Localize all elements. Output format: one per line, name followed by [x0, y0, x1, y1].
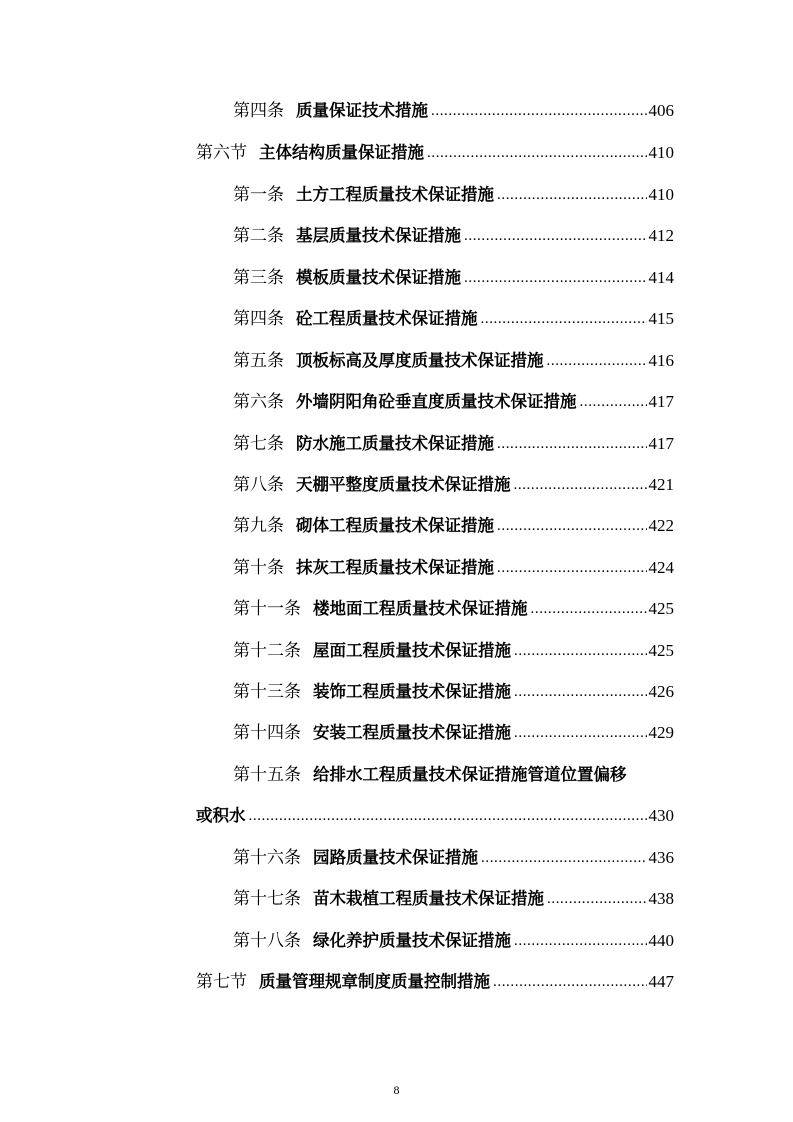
toc-entry-title: 给排水工程质量技术保证措施管道位置偏移 — [313, 765, 627, 784]
toc-entry[interactable] — [233, 507, 674, 537]
dot-leader — [514, 474, 647, 496]
toc-entry[interactable] — [233, 466, 674, 496]
toc-entry-number: 第九条 — [233, 516, 284, 536]
toc-entry-page: 440 — [648, 931, 674, 950]
toc-entry-number: 第八条 — [233, 475, 284, 495]
toc-entry-title: 防水施工质量技术保证措施 — [296, 434, 494, 453]
toc-entry[interactable] — [233, 217, 674, 247]
dot-leader — [464, 225, 647, 247]
toc-entry[interactable] — [233, 839, 674, 869]
toc-entry[interactable] — [233, 922, 674, 952]
toc-entry-title: 顶板标高及厚度质量技术保证措施 — [296, 351, 544, 370]
toc-entry-title: 土方工程质量技术保证措施 — [296, 185, 494, 204]
toc-entry-page: 447 — [648, 972, 674, 991]
toc-entry-number: 第五条 — [233, 351, 284, 371]
dot-leader — [493, 971, 647, 993]
toc-entry-title: 砼工程质量技术保证措施 — [296, 309, 478, 328]
toc-entry[interactable] — [233, 92, 674, 122]
toc-entry-number: 第十四条 — [233, 723, 301, 743]
dot-leader — [497, 184, 647, 206]
toc-entry-title: 基层质量技术保证措施 — [296, 226, 461, 245]
toc-entry-number: 第二条 — [233, 226, 284, 246]
toc-entry-number: 第六条 — [233, 392, 284, 412]
toc-entry-page: 414 — [648, 268, 674, 287]
dot-leader — [431, 100, 647, 122]
dot-leader — [580, 391, 647, 413]
toc-entry-number: 第十二条 — [233, 641, 301, 661]
toc-entry-page: 429 — [648, 723, 674, 742]
toc-entry-wrapped-first-line[interactable] — [233, 756, 627, 786]
toc-entry[interactable] — [233, 176, 674, 206]
toc-entry-number: 第十七条 — [233, 889, 301, 909]
toc-entry-page: 422 — [648, 516, 674, 535]
page-number: 8 — [393, 1083, 400, 1097]
toc-entry-title: 苗木栽植工程质量技术保证措施 — [313, 889, 544, 908]
toc-entry-page: 438 — [648, 889, 674, 908]
toc-entry-number: 第三条 — [233, 268, 284, 288]
toc-entry[interactable] — [233, 259, 674, 289]
toc-entry-title: 质量保证技术措施 — [296, 101, 428, 120]
dot-leader — [514, 681, 647, 703]
toc-entry-number: 第十六条 — [233, 848, 301, 868]
toc-entry-title-continuation: 或积水 — [196, 806, 246, 825]
dot-leader — [249, 805, 647, 827]
toc-entry-title: 抹灰工程质量技术保证措施 — [296, 558, 494, 577]
toc-entry-title: 主体结构质量保证措施 — [259, 143, 424, 162]
toc-entry-number: 第六节 — [196, 143, 247, 163]
toc-entry-title: 砌体工程质量技术保证措施 — [296, 516, 494, 535]
toc-entry-page: 421 — [648, 475, 674, 494]
toc-entry[interactable] — [233, 632, 674, 662]
toc-entry-page: 416 — [648, 351, 674, 370]
toc-entry-page: 436 — [648, 848, 674, 867]
toc-entry-number: 第四条 — [233, 101, 284, 121]
dot-leader — [514, 640, 647, 662]
dot-leader — [514, 722, 647, 744]
toc-section-entry[interactable] — [196, 963, 674, 993]
toc-entry-page: 406 — [648, 101, 674, 120]
dot-leader — [497, 515, 647, 537]
toc-entry-number: 第一条 — [233, 185, 284, 205]
toc-entry-page: 424 — [648, 558, 674, 577]
toc-entry-number: 第十五条 — [233, 765, 301, 785]
toc-entry-title: 屋面工程质量技术保证措施 — [313, 641, 511, 660]
toc-entry[interactable] — [233, 342, 674, 372]
toc-entry-title: 绿化养护质量技术保证措施 — [313, 931, 511, 950]
toc-entry-page: 425 — [648, 641, 674, 660]
toc-entry[interactable] — [233, 383, 674, 413]
toc-entry-number: 第七条 — [233, 434, 284, 454]
toc-entry[interactable] — [233, 549, 674, 579]
toc-entry-title: 装饰工程质量技术保证措施 — [313, 682, 511, 701]
toc-entry-number: 第十三条 — [233, 682, 301, 702]
toc-entry-page: 410 — [648, 143, 674, 162]
toc-entry-title: 天棚平整度质量技术保证措施 — [296, 475, 511, 494]
toc-entry-page: 430 — [648, 806, 674, 825]
dot-leader — [497, 557, 647, 579]
toc-entry-page: 410 — [648, 185, 674, 204]
toc-entry-page: 425 — [648, 599, 674, 618]
dot-leader — [427, 142, 647, 164]
dot-leader — [481, 308, 647, 330]
toc-entry-number: 第四条 — [233, 309, 284, 329]
toc-entry-page: 417 — [648, 392, 674, 411]
toc-entry-title: 外墙阴阳角砼垂直度质量技术保证措施 — [296, 392, 577, 411]
toc-entry-title: 园路质量技术保证措施 — [313, 848, 478, 867]
toc-entry-title: 质量管理规章制度质量控制措施 — [259, 972, 490, 991]
toc-entry-page: 426 — [648, 682, 674, 701]
dot-leader — [547, 888, 647, 910]
toc-entry-number: 第七节 — [196, 972, 247, 992]
toc-section-entry[interactable] — [196, 134, 674, 164]
toc-entry-page: 417 — [648, 434, 674, 453]
toc-entry-number: 第十八条 — [233, 931, 301, 951]
toc-entry-number: 第十条 — [233, 558, 284, 578]
toc-entry[interactable] — [233, 880, 674, 910]
toc-entry[interactable] — [233, 673, 674, 703]
dot-leader — [497, 433, 647, 455]
dot-leader — [514, 930, 647, 952]
toc-entry-wrapped-second-line[interactable] — [196, 797, 674, 827]
dot-leader — [481, 847, 647, 869]
toc-entry-title: 模板质量技术保证措施 — [296, 268, 461, 287]
dot-leader — [547, 350, 647, 372]
toc-entry[interactable] — [233, 714, 674, 744]
toc-entry-title: 安装工程质量技术保证措施 — [313, 723, 511, 742]
toc-entry-page: 415 — [648, 309, 674, 328]
toc-entry-page: 412 — [648, 226, 674, 245]
dot-leader — [464, 267, 647, 289]
toc-entry[interactable] — [233, 425, 674, 455]
dot-leader — [531, 598, 647, 620]
toc-entry[interactable] — [233, 300, 674, 330]
toc-entry-number: 第十一条 — [233, 599, 301, 619]
toc-entry[interactable] — [233, 590, 674, 620]
toc-entry-title: 楼地面工程质量技术保证措施 — [313, 599, 528, 618]
